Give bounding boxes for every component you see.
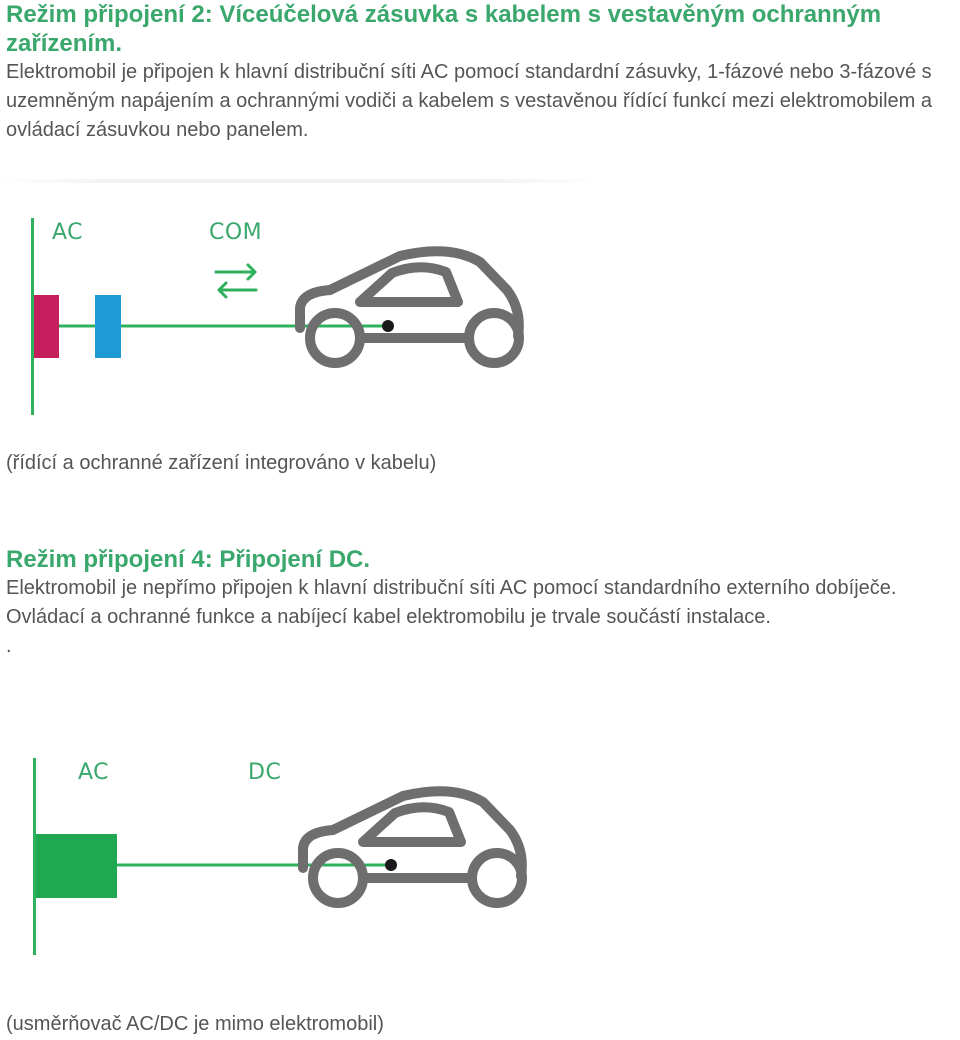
mode2-socket-block (34, 295, 59, 358)
bidirectional-arrows-icon (216, 265, 256, 297)
mode2-description: Elektromobil je připojen k hlavní distribuční síti AC pomocí standardní zásuvky, 1-fázové nebo 3-fázové s uzemněným napájením a ochrannými vodiči a kabelem s vestavěnou řídící funkcí mezi elektromobilem a ovládací zásuvkou nebo panelem. (6, 61, 932, 141)
section-divider (0, 179, 600, 183)
mode2-charging-port (382, 320, 394, 332)
mode4-dc-charger-block (36, 834, 117, 898)
mode2-diagram-graphics (0, 190, 960, 430)
mode2-ac-label: AC (52, 220, 84, 245)
mode4-diagram-graphics (0, 740, 960, 980)
mode2-section (6, 0, 956, 145)
mode2-heading: Režim připojení 2: Víceúčelová zásuvka s kabelem s vestavěným ochranným zařízením. (6, 1, 882, 57)
mode4-charging-port (385, 859, 397, 871)
mode2-diagram (0, 190, 960, 430)
mode4-ac-label: AC (78, 760, 110, 785)
mode2-caption: (řídící a ochranné zařízení integrováno v kabelu) (6, 452, 437, 474)
mode2-com-label: COM (209, 220, 263, 245)
mode4-heading: Režim připojení 4: Připojení DC. (6, 546, 371, 573)
mode2-control-box (95, 295, 121, 358)
electric-car-icon (303, 791, 522, 903)
mode4-dc-label: DC (248, 760, 282, 785)
mode4-caption: (usměrňovač AC/DC je mimo elektromobil) (6, 1013, 384, 1035)
mode4-diagram (0, 740, 960, 980)
mode4-description: Elektromobil je nepřímo připojen k hlavní distribuční síti AC pomocí standardního externího dobíječe. Ovládací a ochranné funkce a nabíjecí kabel elektromobilu je trvale součástí instalace. (6, 577, 897, 628)
electric-car-icon (300, 251, 519, 363)
mode4-section (6, 545, 956, 661)
mode4-trailing-dot: . (6, 635, 12, 657)
